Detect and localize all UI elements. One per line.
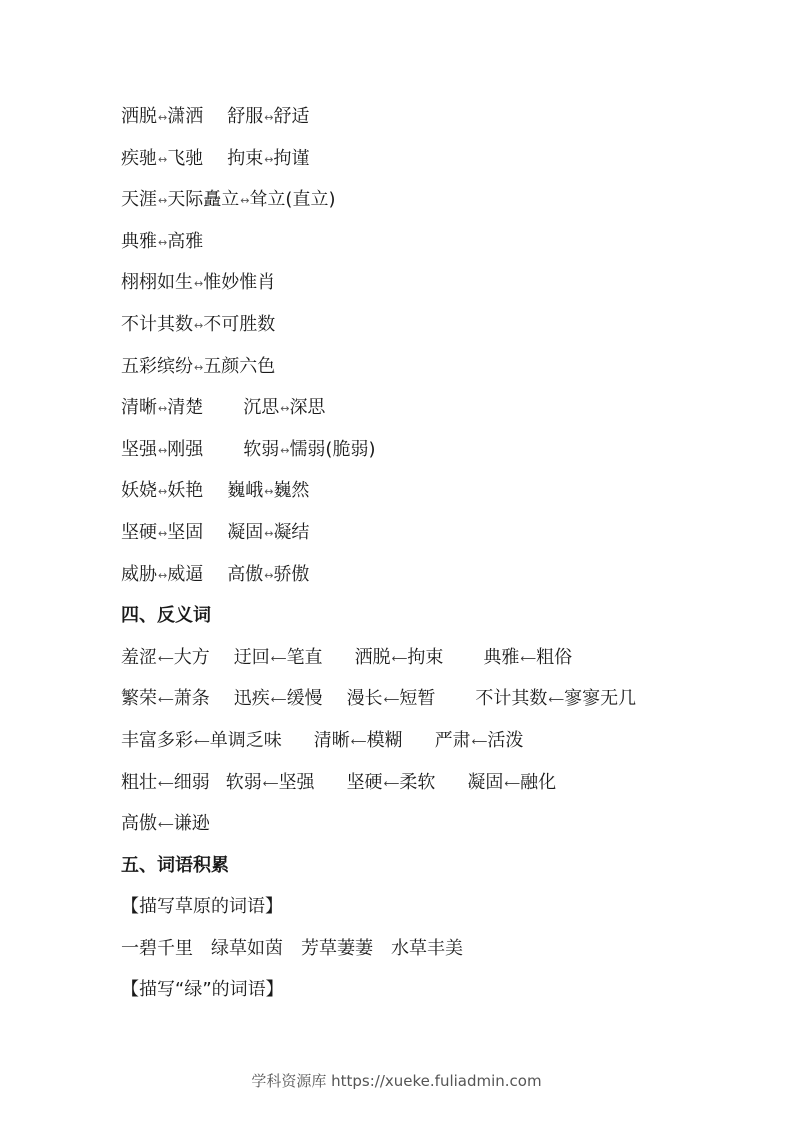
double-arrow-icon: ↔	[158, 485, 167, 499]
word: 软弱	[243, 438, 280, 460]
antonym-line	[121, 726, 761, 768]
word: 刚强	[167, 438, 204, 460]
word: 飞驰	[167, 147, 204, 169]
left-arrow-icon: ⟵	[350, 734, 366, 748]
double-arrow-icon: ↔	[264, 485, 273, 499]
word: 舒适	[273, 106, 310, 127]
word: 高傲	[121, 813, 157, 835]
synonym-pair	[121, 227, 203, 258]
word: 萧条	[173, 688, 210, 710]
left-arrow-icon: ⟵	[158, 651, 173, 665]
word: 柔软	[399, 771, 436, 793]
left-arrow-icon: ⟵	[520, 651, 536, 665]
antonym-line	[121, 684, 761, 726]
synonym-pair	[121, 310, 275, 341]
synonym-pair	[227, 560, 309, 591]
word: 五颜六色	[203, 355, 276, 377]
footer-watermark: 学科资源库 https://xueke.fuliadmin.com	[251, 1072, 542, 1090]
word: 模糊	[366, 729, 403, 751]
word: 拘谨	[273, 147, 310, 169]
synonym-line	[121, 560, 761, 602]
double-arrow-icon: ↔	[158, 235, 167, 249]
word: 短暂	[399, 688, 436, 710]
word: 繁荣	[121, 688, 157, 710]
word: 单调乏味	[209, 729, 282, 751]
word: 坚强	[278, 771, 315, 793]
left-arrow-icon: ⟵	[158, 776, 173, 790]
word: 丰富多彩	[121, 729, 193, 751]
word: 天际矗立	[167, 189, 240, 211]
text-line: 【描写草原的词语】	[121, 896, 283, 918]
word: 缓慢	[286, 688, 323, 710]
antonym-line	[121, 643, 761, 685]
left-arrow-icon: ⟵	[270, 651, 286, 665]
synonym-line	[121, 268, 761, 310]
double-arrow-icon: ↔	[240, 194, 249, 208]
antonym-line	[121, 809, 761, 851]
left-arrow-icon: ⟵	[504, 776, 520, 790]
synonym-pair	[227, 476, 309, 507]
synonym-pair	[121, 518, 203, 549]
double-arrow-icon: ↔	[194, 318, 203, 332]
word: 深思	[289, 397, 326, 419]
word: 高雅	[167, 230, 204, 252]
word: 清晰	[313, 729, 350, 751]
word: 五彩缤纷	[121, 355, 193, 377]
word: 洒脱	[354, 646, 391, 668]
word: 妖娆	[121, 480, 157, 502]
synonym-line	[121, 185, 761, 227]
antonym-pair	[467, 768, 556, 799]
section-heading: 四、反义词	[121, 605, 211, 627]
antonym-pair	[121, 768, 210, 799]
antonym-pair	[121, 684, 210, 715]
word: 坚强	[121, 438, 157, 460]
double-arrow-icon: ↔	[158, 526, 167, 540]
antonym-pair	[355, 643, 444, 674]
word: 骄傲	[273, 563, 310, 585]
antonym-pair	[475, 684, 636, 715]
word: 舒服	[227, 106, 264, 127]
synonym-pair	[121, 185, 335, 216]
double-arrow-icon: ↔	[264, 526, 273, 540]
double-arrow-icon: ↔	[280, 443, 289, 457]
document-body	[121, 102, 761, 1017]
word: 坚硬	[346, 771, 383, 793]
synonym-line	[121, 102, 761, 144]
word: 迅疾	[233, 688, 270, 710]
synonym-pair	[121, 352, 275, 383]
word: 巍峨	[227, 480, 264, 502]
synonym-line	[121, 227, 761, 269]
word: 天涯	[121, 189, 157, 211]
double-arrow-icon: ↔	[194, 277, 203, 291]
double-arrow-icon: ↔	[194, 360, 203, 374]
antonym-pair	[483, 643, 572, 674]
word: 不可胜数	[203, 313, 276, 335]
word: 高傲	[227, 563, 264, 585]
word: 软弱	[225, 771, 262, 793]
double-arrow-icon: ↔	[264, 111, 273, 124]
antonym-line	[121, 768, 761, 810]
synonym-line	[121, 518, 761, 560]
word: 凝固	[467, 771, 504, 793]
left-arrow-icon: ⟵	[383, 693, 399, 707]
word: 坚固	[167, 521, 204, 543]
double-arrow-icon: ↔	[158, 443, 167, 457]
word: 严肃	[434, 729, 471, 751]
word: 凝固	[227, 521, 264, 543]
synonym-pair	[227, 518, 309, 549]
synonym-pair	[121, 144, 203, 175]
text-line: 【描写“绿”的词语】	[121, 979, 284, 1001]
word: 疾驰	[121, 147, 157, 169]
synonym-pair	[243, 435, 375, 466]
word: 不计其数	[475, 688, 548, 710]
synonym-line	[121, 476, 761, 518]
synonym-line	[121, 310, 761, 352]
word: 典雅	[121, 230, 157, 252]
synonym-pair	[121, 435, 203, 466]
double-arrow-icon: ↔	[158, 111, 167, 124]
word: 融化	[520, 771, 557, 793]
antonym-pair	[314, 726, 403, 757]
double-arrow-icon: ↔	[158, 152, 167, 166]
left-arrow-icon: ⟵	[471, 734, 487, 748]
antonym-pair	[234, 684, 323, 715]
left-arrow-icon: ⟵	[158, 818, 173, 832]
antonym-pair	[234, 643, 323, 674]
word: 拘束	[407, 646, 444, 668]
synonym-pair	[227, 102, 309, 133]
word: 粗壮	[121, 771, 157, 793]
antonym-pair	[121, 643, 210, 674]
word: 寥寥无几	[564, 688, 637, 710]
synonym-pair	[121, 268, 275, 299]
synonym-line	[121, 144, 761, 186]
synonym-pair	[121, 560, 203, 591]
antonym-pair	[121, 726, 282, 757]
left-arrow-icon: ⟵	[158, 693, 173, 707]
left-arrow-icon: ⟵	[391, 651, 407, 665]
antonym-pair	[121, 809, 210, 840]
antonym-pair	[347, 684, 436, 715]
word: 潇洒	[167, 106, 204, 127]
word: 威逼	[167, 563, 204, 585]
antonym-pair	[435, 726, 524, 757]
word: 漫长	[346, 688, 383, 710]
double-arrow-icon: ↔	[158, 568, 167, 582]
synonym-pair	[227, 144, 309, 175]
word: 典雅	[483, 646, 520, 668]
word: 大方	[173, 646, 210, 668]
text-line: 一碧千里 绿草如茵 芳草萋萋 水草丰美	[121, 937, 463, 959]
word: 妖艳	[167, 480, 204, 502]
word: 沉思	[243, 397, 280, 419]
double-arrow-icon: ↔	[158, 194, 167, 208]
synonym-pair	[121, 476, 203, 507]
section-heading: 五、词语积累	[121, 854, 229, 876]
synonym-pair	[121, 102, 203, 133]
word: 懦弱(脆弱)	[289, 438, 376, 460]
word: 羞涩	[121, 646, 157, 668]
word: 不计其数	[121, 313, 193, 335]
synonym-pair	[243, 393, 325, 424]
synonym-line	[121, 435, 761, 477]
word: 拘束	[227, 147, 264, 169]
word: 栩栩如生	[121, 272, 193, 294]
word: 清晰	[121, 397, 157, 419]
word: 威胁	[121, 563, 157, 585]
word: 笔直	[286, 646, 323, 668]
synonym-pair	[121, 393, 203, 424]
synonym-line	[121, 352, 761, 394]
synonym-line	[121, 393, 761, 435]
antonym-pair	[226, 768, 315, 799]
double-arrow-icon: ↔	[264, 152, 273, 166]
word: 迂回	[233, 646, 270, 668]
left-arrow-icon: ⟵	[262, 776, 278, 790]
word: 凝结	[273, 521, 310, 543]
word: 惟妙惟肖	[203, 272, 276, 294]
left-arrow-icon: ⟵	[270, 693, 286, 707]
word: 活泼	[487, 729, 524, 751]
word: 粗俗	[536, 646, 573, 668]
word: 耸立(直立)	[249, 189, 336, 211]
word: 谦逊	[173, 813, 210, 835]
double-arrow-icon: ↔	[158, 402, 167, 416]
word: 巍然	[273, 480, 310, 502]
word: 坚硬	[121, 521, 157, 543]
double-arrow-icon: ↔	[280, 402, 289, 416]
double-arrow-icon: ↔	[264, 568, 273, 582]
left-arrow-icon: ⟵	[194, 734, 209, 748]
word: 细弱	[173, 771, 210, 793]
left-arrow-icon: ⟵	[548, 693, 564, 707]
antonym-pair	[347, 768, 436, 799]
left-arrow-icon: ⟵	[383, 776, 399, 790]
word: 洒脱	[121, 106, 157, 127]
word: 清楚	[167, 397, 204, 419]
